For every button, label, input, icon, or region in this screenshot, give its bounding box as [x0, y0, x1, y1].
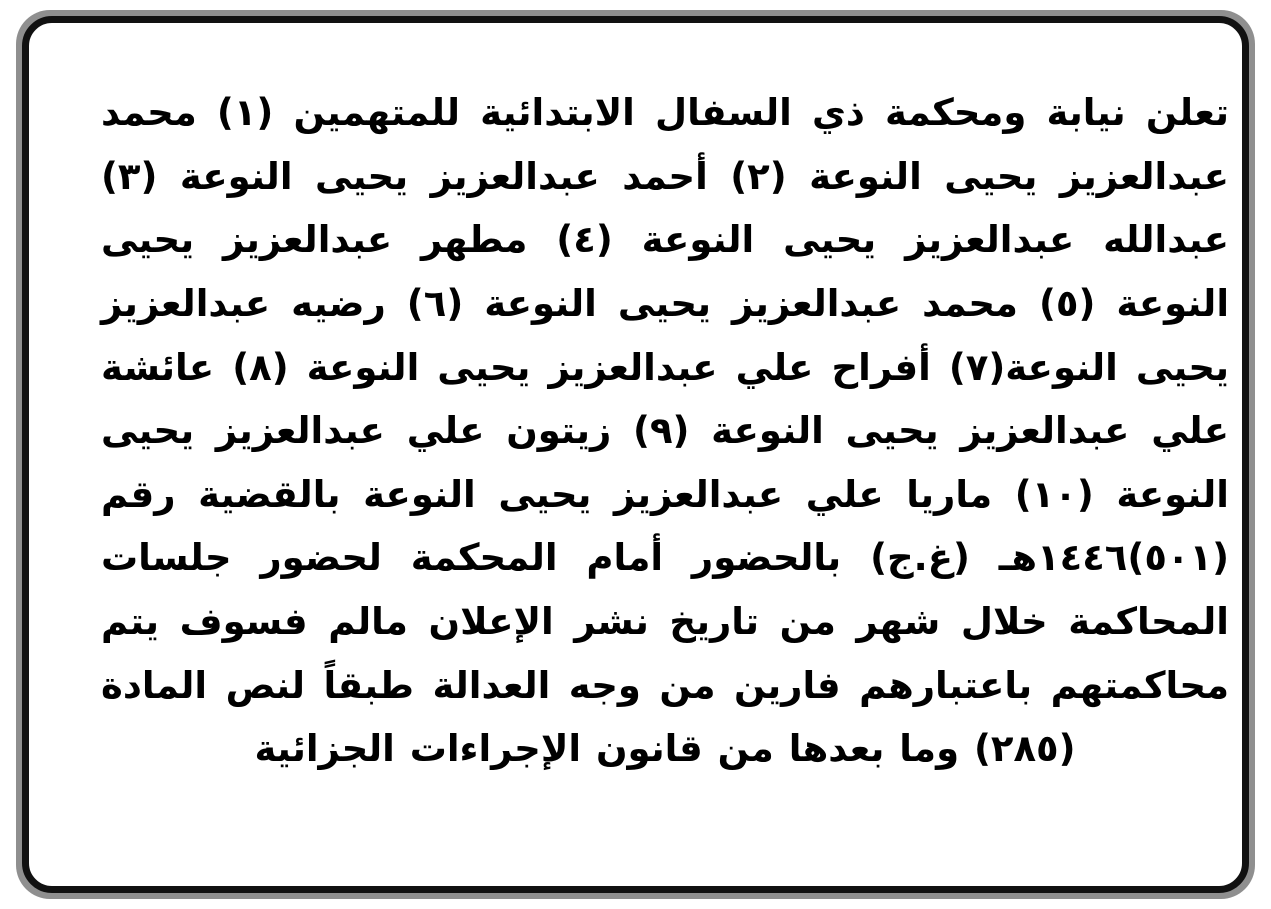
notice-card-border: [22, 16, 1249, 893]
notice-paragraph: تعلن نيابة ومحكمة ذي السفال الابتدائية للمتهمين (١) محمد عبدالعزيز يحيى النوعة (٢) أحمد عبدالعزيز يحيى النوعة (٣) عبدالله عبدالعزيز يحيى النوعة (٤) مطهر عبدالعزيز يحيى النوعة (٥) محمد عبدالعزيز يحيى النوعة (٦) رضيه عبدالعزيز يحيى النوعة(٧) أفراح علي عبدالعزيز يحيى النوعة (٨) عائشة علي عبدالعزيز يحيى النوعة (٩) زيتون علي عبدالعزيز يحيى النوعة (١٠) ماريا علي عبدالعزيز يحيى النوعة بالقضية رقم (٥٠١)١٤٤٦هـ (غ.ج) بالحضور أمام المحكمة لحضور جلسات المحاكمة خلال شهر من تاريخ نشر الإعلان مالم فسوف يتم محاكمتهم باعتبارهم فارين من وجه العدالة طبقاً لنص المادة (٢٨٥) وما بعدها من قانون الإجراءات الجزائية: [101, 91, 1230, 771]
notice-text: [75, 63, 1255, 893]
